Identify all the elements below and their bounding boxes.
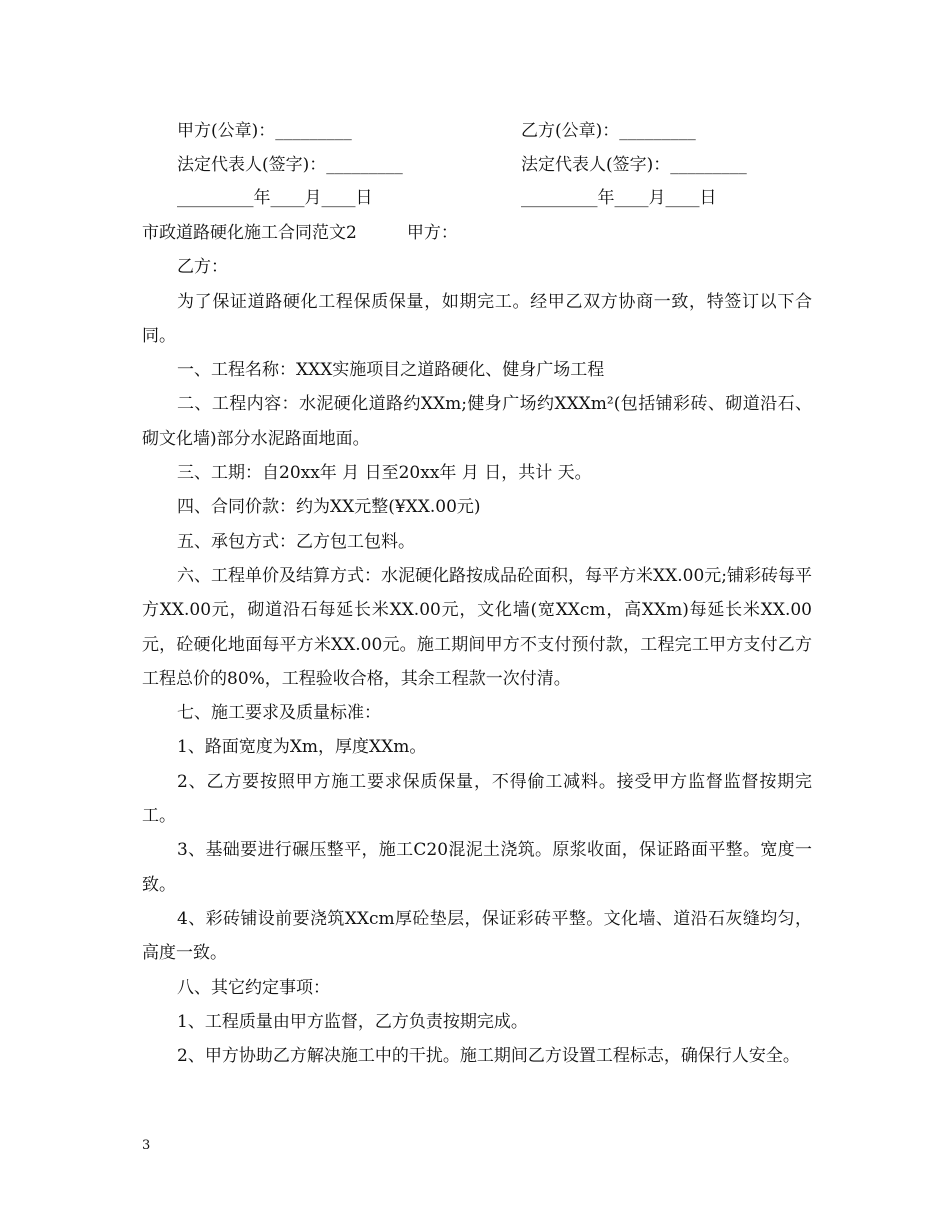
party-b-date-line: _________年____月____日 [521,188,717,208]
contract-paragraph: 4、彩砖铺设前要浇筑XXcm厚砼垫层，保证彩砖平整。文化墙、道沿石灰缝均匀，高度一致。 [142,908,812,964]
contract-paragraph: 2、甲方协助乙方解决施工中的干扰。施工期间乙方设置工程标志，确保行人安全。 [177,1046,800,1067]
contract-paragraph: 一、工程名称：XXX实施项目之道路硬化、健身广场工程 [177,360,605,381]
contract-paragraph: 八、其它约定事项： [177,977,330,998]
party-a-seal-line: 甲方(公章)：_________ [177,121,352,141]
party-b-representative-line: 法定代表人(签字)：_________ [521,155,747,175]
contract-paragraph: 1、路面宽度为Xm，厚度XXm。 [177,737,427,758]
contract-paragraph: 2、乙方要按照甲方施工要求保质保量，不得偷工减料。接受甲方监督监督按期完工。 [142,771,812,827]
contract-paragraph: 七、施工要求及质量标准： [177,703,381,724]
party-a-label: 甲方： [406,223,458,243]
contract-paragraph: 为了保证道路硬化工程保质保量，如期完工。经甲乙双方协商一致，特签订以下合同。 [142,291,812,346]
party-b-label: 乙方： [177,257,228,278]
party-b-seal-line: 乙方(公章)：_________ [521,121,696,141]
contract-paragraph: 二、工程内容：水泥硬化道路约XXm;健身广场约XXXm²(包括铺彩砖、砌道沿石、砌文化墙)部分水泥路面地面。 [142,394,812,449]
contract-paragraph: 六、工程单价及结算方式：水泥硬化路按成品砼面积，每平方米XX.00元;铺彩砖每平方XX.00元，砌道沿石每延长米XX.00元，文化墙(宽XXcm，高XXm)每延长米XX.00元，砼硬化地面每平方米XX.00元。施工期间甲方不支付预付款，工程完工甲方支付乙方工程总价的80%，工程验收合格，其余工程款一次付清。 [142,565,812,689]
page-number: 3 [142,1138,151,1153]
party-a-representative-line: 法定代表人(签字)：_________ [177,155,403,175]
contract-body [142,216,812,1073]
contract-paragraph: 三、工期：自20xx年 月 日至20xx年 月 日，共计 天。 [177,463,592,484]
party-a-date-line: _________年____月____日 [177,188,373,208]
contract-title-line [142,216,812,250]
contract-paragraph: 五、承包方式：乙方包工包料。 [177,531,415,552]
contract-title: 市政道路硬化施工合同范文2 [142,223,357,243]
contract-paragraph: 3、基础要进行碾压整平，施工C20混泥土浇筑。原浆收面，保证路面平整。宽度一致。 [142,840,812,895]
contract-paragraph: 四、合同价款：约为XX元整(¥XX.00元) [177,497,481,518]
contract-paragraph: 1、工程质量由甲方监督，乙方负责按期完成。 [177,1011,528,1032]
